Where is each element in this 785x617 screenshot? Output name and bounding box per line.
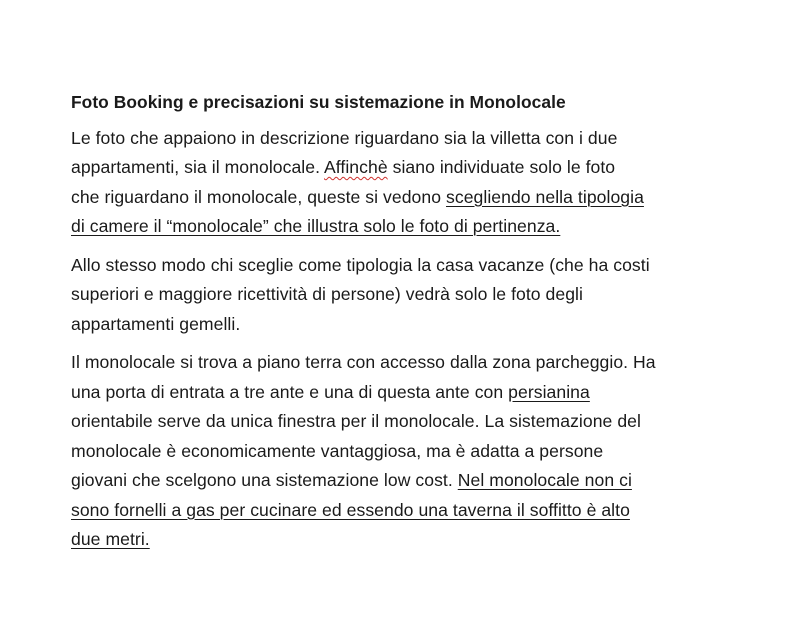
text-line xyxy=(71,466,751,496)
text-line xyxy=(71,310,751,340)
text-line xyxy=(71,153,751,183)
text-line xyxy=(71,378,751,408)
text-line xyxy=(71,183,751,213)
text-line xyxy=(71,437,751,467)
text-run: Allo stesso modo chi sceglie come tipologia la casa vacanze (che ha costi xyxy=(71,254,650,275)
text-run: Le foto che appaiono in descrizione riguardano sia la villetta con i due xyxy=(71,127,618,148)
text-line xyxy=(71,124,751,154)
text-run: una porta di entrata a tre ante e una di questa ante con xyxy=(71,381,509,402)
text-run: giovani che scelgono una sistemazione low cost. xyxy=(71,470,458,490)
text-run: che riguardano il monolocale, queste si vedono xyxy=(71,186,446,207)
paragraph-3 xyxy=(71,348,751,555)
paragraph-2 xyxy=(71,251,751,340)
paragraph-1 xyxy=(71,124,751,242)
text-run: siano individuate solo le foto xyxy=(387,157,616,177)
text-line xyxy=(71,280,751,310)
text-line xyxy=(71,496,751,526)
styled-text-run: Nel monolocale non ci xyxy=(457,470,632,490)
styled-text-run: due metri. xyxy=(71,529,150,549)
styled-text-run: persianina xyxy=(508,381,590,402)
document-title: Foto Booking e precisazioni su sistemazione in Monolocale xyxy=(71,92,566,112)
styled-text-run: sono fornelli a gas per cucinare ed essendo una taverna il soffitto è alto xyxy=(71,499,630,520)
document-paragraphs xyxy=(71,124,751,555)
document-body xyxy=(71,88,751,564)
text-run: superiori e maggiore ricettività di persone) vedrà solo le foto degli xyxy=(71,284,583,304)
styled-text-run: Affinchè xyxy=(324,157,388,177)
text-run: orientabile serve da unica finestra per il monolocale. La sistemazione del xyxy=(71,411,641,431)
styled-text-run: di camere il “monolocale” che illustra solo le foto di pertinenza. xyxy=(71,216,561,236)
text-line xyxy=(71,407,751,437)
text-line xyxy=(71,525,751,555)
text-run: monolocale è economicamente vantaggiosa, ma è adatta a persone xyxy=(71,440,604,461)
text-run: Il monolocale si trova a piano terra con accesso dalla zona parcheggio. Ha xyxy=(71,352,656,372)
text-run: appartamenti gemelli. xyxy=(71,313,241,334)
text-line xyxy=(71,348,751,378)
styled-text-run: scegliendo nella tipologia xyxy=(446,186,644,207)
text-run: appartamenti, sia il monolocale. xyxy=(71,157,324,177)
text-line xyxy=(71,251,751,281)
text-line xyxy=(71,212,751,242)
